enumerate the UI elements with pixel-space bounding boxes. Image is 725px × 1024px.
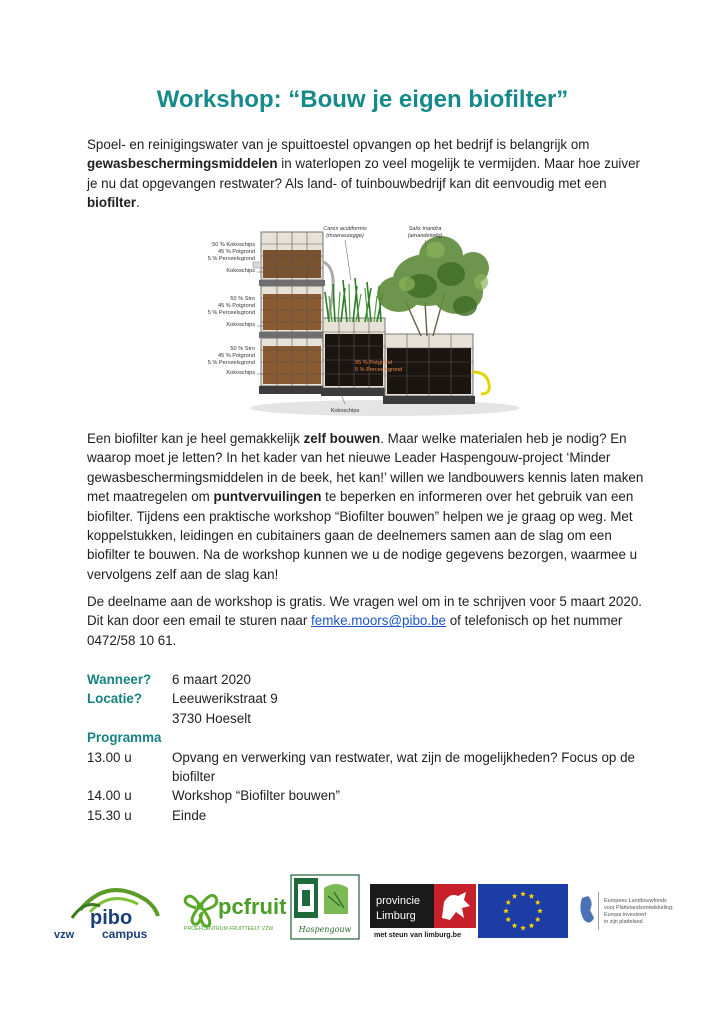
intro-text-1: Spoel- en reinigingswater van je spuittoestel opvangen op het bedrijf is belangrijk om: [87, 137, 590, 152]
label-l2c: 5 % Perceelsgrond: [207, 310, 255, 316]
program-time: 15.30 u: [87, 807, 132, 823]
pcfruit-logo: [182, 884, 290, 934]
limburg-sub: met steun van limburg.be: [374, 930, 462, 939]
label-bottom: Kokoschips: [330, 408, 360, 414]
when-value: 6 maart 2020: [172, 672, 251, 687]
label-carex-nl: (moeraszegge): [326, 233, 364, 239]
pibo-name: pibo: [90, 907, 133, 929]
body1-bold-1: zelf bouwen: [303, 431, 381, 446]
program-label: Programma: [87, 730, 162, 746]
pibo-vzw: vzw: [54, 929, 75, 940]
body1-text-2: . Maar welke materialen heb je nodig? En waarop moet je letten? In het kader van het nieuwe Leader Haspengouw-project ‘Minder gewasbeschermingsmiddelen in de beek, het kan!’ willen we landbouwers kennis laten maken met maatregelen om: [87, 431, 644, 505]
provincie-limburg-logo: [370, 884, 476, 940]
body2-text-2: of telefonisch op het nummer 0472/58 10 61.: [87, 613, 623, 648]
label-l3c: 5 % Perceelsgrond: [207, 360, 255, 366]
body2-text-1: De deelname aan de workshop is gratis. We vragen wel om in te schrijven voor 5 maart 2020. Dit kan door een email te sturen naar: [87, 594, 642, 629]
program-time: 14.00 u: [87, 788, 132, 804]
eafrd-line-4: in zijn platteland: [604, 919, 643, 925]
body-paragraph-1: [87, 429, 647, 584]
intro-bold-2: biofilter: [87, 195, 137, 211]
leader-haspengouw-logo: [290, 874, 360, 940]
location-line-1: Leeuwerikstraat 9: [172, 691, 278, 707]
label-salix-nl: (amandelwilg): [407, 233, 443, 239]
when-label: Wanneer?: [87, 672, 152, 687]
eafrd-line-2: voor Plattelandsontwikkeling:: [604, 905, 674, 911]
label-carex: Carex acutiformis: [323, 226, 367, 232]
label-l2a: 50 % Stro: [230, 296, 255, 302]
intro-paragraph: [87, 135, 647, 213]
label-l1a: 50 % Kokoschips: [212, 242, 255, 248]
program-time: 13.00 u: [87, 749, 132, 765]
pibo-campus-logo: [50, 878, 162, 940]
program-item: [87, 786, 647, 805]
program-item: [87, 806, 647, 825]
when-row: [87, 670, 647, 689]
limburg-name-2: Limburg: [376, 910, 416, 922]
program-text: Einde: [172, 807, 207, 823]
ibc-stack-left: [253, 232, 325, 394]
biofilter-diagram: [195, 222, 523, 420]
eu-flag-logo: [478, 884, 568, 938]
body1-bold-2: puntvervuilingen: [213, 489, 322, 505]
pibo-campus: campus: [102, 927, 148, 940]
label-mix-1: 95 % Potgrond: [355, 360, 393, 366]
eafrd-logo: [576, 888, 690, 934]
intro-bold-1: gewasbeschermingsmiddelen: [87, 156, 278, 172]
event-details: [87, 670, 647, 825]
label-l2d: Kokoschips: [226, 322, 255, 328]
pcfruit-name: pcfruit: [218, 894, 287, 919]
biofilter-illustration: [195, 222, 523, 420]
program-text: Opvang en verwerking van restwater, wat zijn de mogelijkheden? Focus op de biofilter: [172, 749, 635, 785]
label-l2b: 45 % Potgrond: [217, 303, 255, 309]
label-l1c: 5 % Perceelsgrond: [207, 256, 255, 262]
intro-text-3: .: [136, 195, 140, 211]
sponsor-logos: [50, 874, 690, 944]
label-mix-2: 5 % Perceelsgrond: [355, 367, 403, 373]
body1-text-1: Een biofilter kan je heel gemakkelijk: [87, 431, 304, 446]
email-link[interactable]: femke.moors@pibo.be: [311, 613, 446, 629]
location-line-2: 3730 Hoeselt: [172, 710, 251, 726]
program-item: [87, 748, 647, 787]
program-text: Workshop “Biofilter bouwen”: [172, 788, 340, 804]
label-l3a: 50 % Stro: [230, 346, 255, 352]
label-l1b: 45 % Potgrond: [217, 249, 255, 255]
location-row-2: [87, 709, 647, 728]
body1-text-3: te beperken en informeren over het gebruik van een biofilter. Tijdens een praktische workshop “Biofilter bouwen” helpen we je graag op weg. Met koppelstukken, leidingen en cubitainers gaan de deelnemers samen aan de slag om een biofilter te bouwen. Na de workshop kunnen we u de nodige gegevens bezorgen, waarmee u vervolgens zelf aan de slag kan!: [87, 489, 638, 582]
label-salix: Salix triandra: [408, 226, 442, 232]
leader-name: Haspengouw: [298, 925, 352, 934]
location-row: [87, 689, 647, 708]
label-l3b: 45 % Potgrond: [217, 353, 255, 359]
label-l3d: Kokoschips: [226, 370, 255, 376]
ibc-willow-container: [377, 236, 489, 404]
eafrd-line-1: Europees Landbouwfonds: [604, 898, 667, 904]
location-label: Locatie?: [87, 691, 143, 707]
pcfruit-sub: PROEFCENTRUM FRUITTEELT VZW: [184, 926, 274, 932]
page-title: Workshop: “Bouw je eigen biofilter”: [156, 86, 569, 113]
intro-text-2: in waterlopen zo veel mogelijk te vermijden. Maar hoe zuiver je nu dat opgevangen restwater? Als land- of tuinbouwbedrijf kan dit eenvoudig met een: [87, 156, 640, 191]
eafrd-line-3: Europa investeert: [604, 912, 647, 918]
body-paragraph-2: [87, 592, 647, 650]
label-l1d: Kokoschips: [226, 268, 255, 274]
limburg-name-1: provincie: [376, 895, 421, 907]
